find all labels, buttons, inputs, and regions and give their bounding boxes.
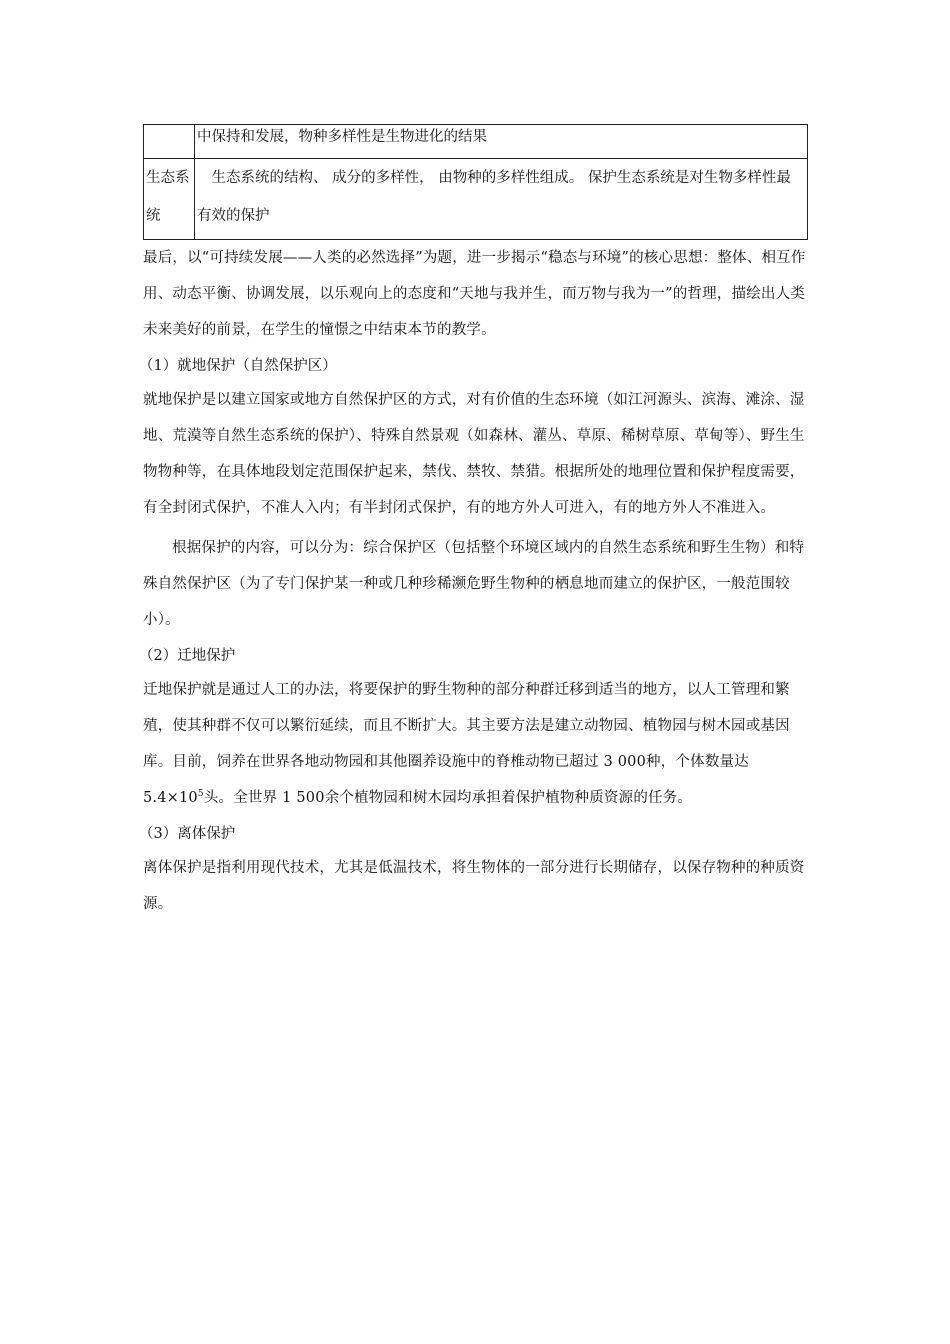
table-row xyxy=(144,159,808,240)
in-situ-paragraph: 就地保护是以建立国家或地方自然保护区的方式，对有价值的生态环境（如江河源头、滨海、滩涂、湿地、荒漠等自然生态系统的保护）、特殊自然景观（如森林、灌丛、草原、稀树草原、草甸等）、野生生物物种等，在具体地段划定范围保护起来，禁伐、禁牧、禁猎。根据所处的地理位置和保护程度需要，有全封闭式保护，不准人入内；有半封闭式保护，有的地方外人可进入，有的地方外人不准进入。 xyxy=(143,392,805,516)
table-row xyxy=(144,125,808,159)
in-vitro-paragraph: 离体保护是指利用现代技术，尤其是低温技术，将生物体的一部分进行长期储存，以保存物种的种质资源。 xyxy=(143,860,805,912)
section-heading-in-vitro: （3）离体保护 xyxy=(139,826,236,842)
document-page xyxy=(139,124,808,922)
ex-situ-paragraph xyxy=(143,672,808,816)
table-cell-label xyxy=(144,125,195,159)
section-heading-ex-situ: （2）迁地保护 xyxy=(139,648,236,664)
intro-paragraph: 最后，以“可持续发展——人类的必然选择”为题，进一步揭示“稳态与环境”的核心思想：整体、相互作用、动态平衡、协调发展，以乐观向上的态度和“天地与我并生，而万物与我为一”的哲理，描绘出人类未来美好的前景，在学生的憧憬之中结束本节的教学。 xyxy=(143,250,806,338)
diversity-table xyxy=(143,124,808,240)
in-situ-types-paragraph: 根据保护的内容，可以分为：综合保护区（包括整个环境区域内的自然生态系统和野生生物）和特殊自然保护区（为了专门保护某一种或几种珍稀濒危野生物种的栖息地而建立的保护区，一般范围较小）。 xyxy=(143,540,805,628)
table-cell-text: 生态系统的结构、 成分的多样性， 由物种的多样性组成。 保护生态系统是对生物多样性最有效的保护 xyxy=(195,159,808,240)
table-cell-label: 生态系统 xyxy=(144,159,195,240)
exponent: 5 xyxy=(197,789,204,800)
section-heading-in-situ: （1）就地保护（自然保护区） xyxy=(139,358,337,374)
table-cell-text: 中保持和发展，物种多样性是生物进化的结果 xyxy=(195,125,808,159)
ex-situ-text-b: 头。全世界 1 500余个植物园和树木园均承担着保护植物种质资源的任务。 xyxy=(203,790,693,806)
ex-situ-text-a: 迁地保护就是通过人工的办法，将要保护的野生物种的部分种群迁移到适当的地方，以人工管理和繁殖，使其种群不仅可以繁衍延续，而且不断扩大。其主要方法是建立动物园、植物园与树木园或基因库。目前，饲养在世界各地动物园和其他圈养设施中的脊椎动物已超过 3 000种，个体数量达 5.4×10 xyxy=(143,682,790,806)
